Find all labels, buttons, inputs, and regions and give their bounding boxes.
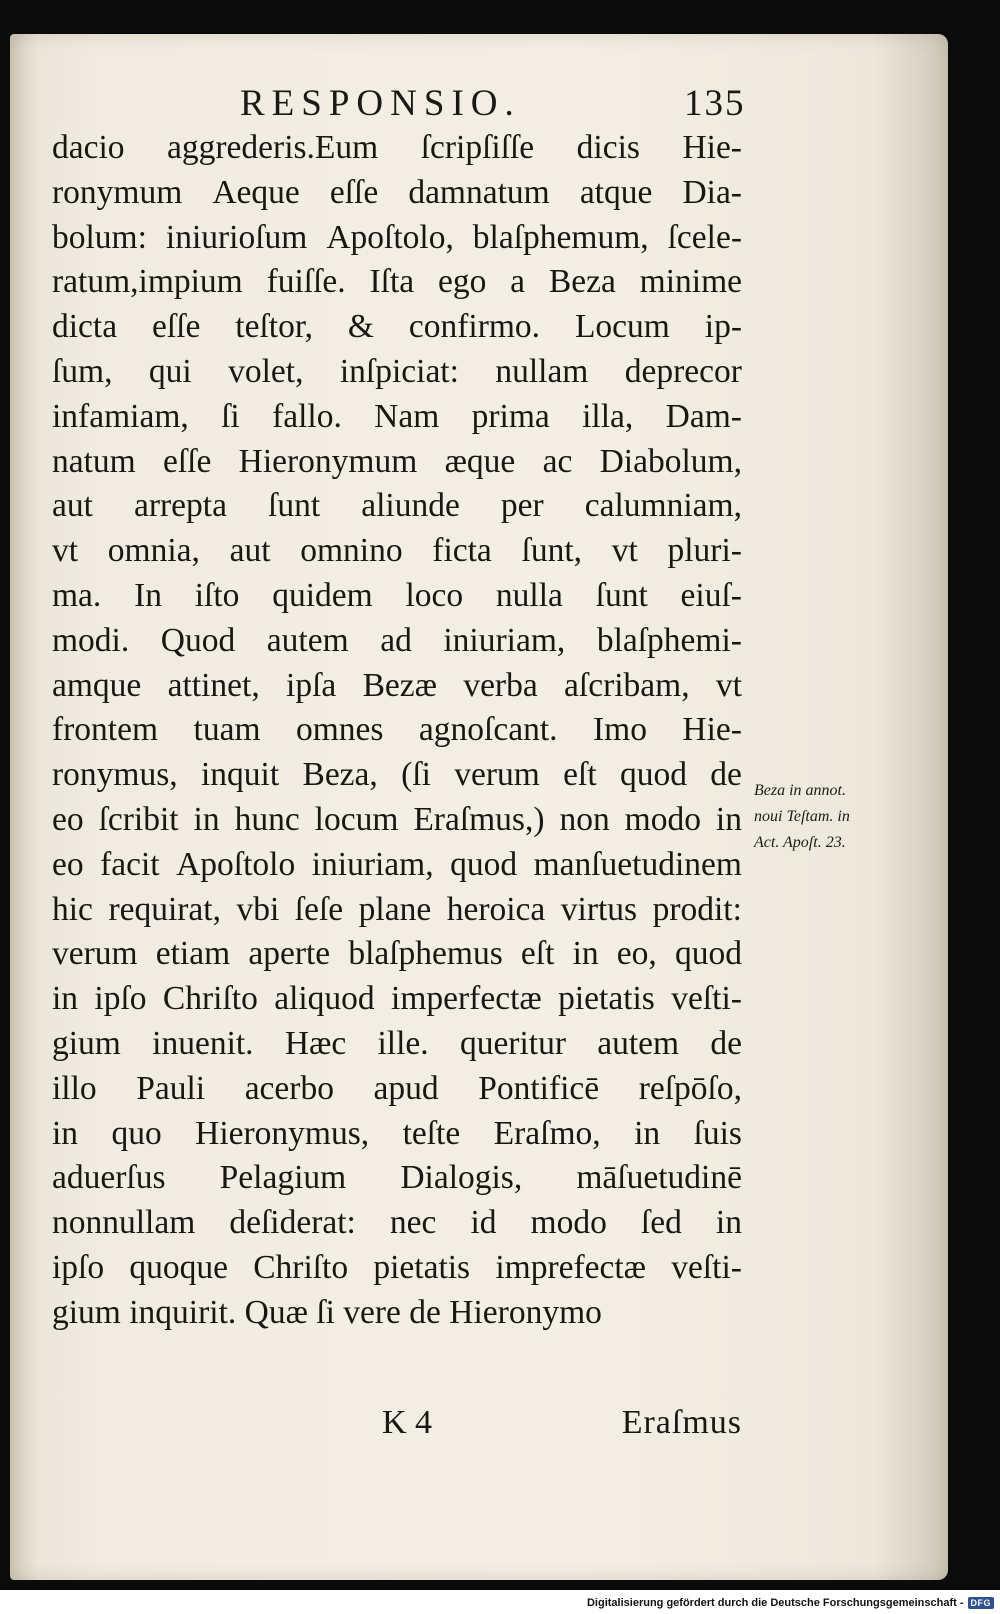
word: veſti-	[671, 980, 742, 1018]
word: Hieronymus,	[195, 1114, 370, 1152]
word: reſpōſo,	[638, 1069, 742, 1107]
word: eſſe	[163, 442, 212, 480]
word: ſunt	[595, 576, 648, 614]
word: attinet,	[167, 666, 260, 704]
word: Chriſto	[253, 1248, 349, 1286]
word: æque	[444, 442, 516, 480]
word: iſto	[194, 576, 240, 614]
text-line	[52, 1201, 742, 1246]
body-text	[52, 126, 742, 1336]
word: Beza	[548, 263, 616, 301]
word: aperte	[248, 935, 331, 973]
signature-mark: K 4	[382, 1404, 433, 1441]
word: imprefectæ	[495, 1248, 647, 1286]
book-page	[10, 34, 948, 1580]
word: nec	[389, 1204, 437, 1242]
word: blaſphemum,	[472, 218, 649, 256]
word: ſcripſiſſe	[420, 129, 535, 166]
word: aſcribam,	[564, 666, 690, 704]
word: iniuriam,	[311, 845, 434, 883]
word: eo,	[616, 935, 657, 973]
word: Pontificē	[478, 1069, 600, 1107]
word: hic	[52, 890, 93, 928]
word: autem	[266, 621, 349, 659]
text-line	[52, 126, 742, 171]
word: teſte	[402, 1114, 461, 1152]
word: verum	[454, 756, 540, 794]
word: Hie-	[682, 129, 742, 166]
word: inuenit.	[152, 1024, 254, 1062]
word: modi.	[52, 621, 130, 659]
word: queritur	[459, 1024, 566, 1062]
word: Dia-	[682, 173, 742, 211]
word: heroica	[446, 890, 546, 928]
word: ip-	[704, 308, 742, 346]
word: Dialogis,	[400, 1159, 523, 1197]
word: Hie-	[682, 711, 742, 749]
word: in	[572, 935, 599, 973]
word: aggrederis.Eum	[167, 129, 379, 166]
margin-note	[754, 778, 934, 856]
word: fuiſſe.	[266, 263, 346, 301]
word: ma.	[52, 576, 102, 614]
word: modo	[530, 1204, 607, 1242]
word: eo	[52, 845, 84, 883]
word: deprecor	[624, 352, 742, 390]
text-line	[52, 260, 742, 305]
word: iniuriam,	[443, 621, 566, 659]
word: in	[715, 800, 742, 838]
word: &	[347, 308, 374, 346]
word: de	[710, 756, 742, 794]
word: infamiam,	[52, 397, 189, 435]
word: dicta	[52, 308, 118, 346]
word: quod	[674, 935, 742, 973]
word: blaſphemus	[348, 935, 503, 973]
word: natum	[52, 442, 136, 480]
word: Apoſtolo	[176, 845, 296, 883]
word: omnia,	[107, 532, 200, 570]
text-line	[52, 1067, 742, 1112]
word: in	[52, 1114, 79, 1152]
word: Hieronymum	[238, 442, 418, 480]
word: ronymum	[52, 173, 183, 211]
word: inſpiciat:	[339, 352, 459, 390]
word: veſti-	[671, 1248, 742, 1286]
word: nonnullam	[52, 1204, 196, 1242]
text-line	[52, 574, 742, 619]
word: acerbo	[244, 1069, 334, 1107]
word: Bezæ	[362, 666, 437, 704]
text-line	[52, 798, 742, 843]
word: eſſe	[329, 173, 379, 211]
word: ſi	[221, 397, 240, 435]
word: verba	[463, 666, 538, 704]
word: nulla	[495, 576, 563, 614]
word: nullam	[495, 352, 589, 390]
word: non	[559, 800, 610, 838]
word: ad	[380, 621, 412, 659]
margin-note-line: noui Teſtam. in	[754, 808, 850, 825]
word: amque	[52, 666, 142, 704]
word: deſiderat:	[229, 1204, 356, 1242]
digitization-credit	[587, 1594, 994, 1612]
word: arrepta	[134, 487, 227, 525]
word: māſuetudinē	[576, 1159, 742, 1197]
text-line	[52, 664, 742, 709]
word: ac	[542, 442, 573, 480]
word: ſuis	[693, 1114, 742, 1152]
text-line	[52, 529, 742, 574]
text-line	[52, 1112, 742, 1157]
text-line	[52, 171, 742, 216]
credit-text: Digitalisierung gefördert durch die Deutsche Forschungsgemeinschaft -	[586, 1597, 964, 1609]
text-line	[52, 440, 742, 485]
word: pietatis	[373, 1248, 471, 1286]
word: Diabolum,	[599, 442, 742, 480]
word: aut	[52, 487, 93, 525]
running-head	[50, 82, 750, 128]
word: ille.	[377, 1024, 429, 1062]
word: modo	[624, 800, 701, 838]
word: vbi	[236, 890, 280, 928]
word: pluri-	[667, 532, 742, 570]
word: Aeque	[212, 173, 300, 211]
word: pietatis	[558, 980, 655, 1018]
word: omnes	[295, 711, 384, 749]
word: eo	[52, 800, 84, 838]
word: ſunt,	[521, 532, 583, 570]
word: atque	[579, 173, 653, 211]
word: in	[193, 800, 220, 838]
word: apud	[373, 1069, 439, 1107]
word: vt	[715, 666, 742, 704]
word: ſcele-	[667, 218, 742, 256]
word: eſt	[563, 756, 597, 794]
word: bolum:	[52, 218, 147, 256]
word: quo	[111, 1114, 162, 1152]
word: illo	[52, 1069, 97, 1107]
word: Dam-	[665, 397, 742, 435]
word: qui	[148, 352, 192, 390]
word: etiam	[155, 935, 231, 973]
word: eiuſ-	[680, 576, 742, 614]
word: iniurioſum	[165, 218, 308, 256]
text-line	[52, 977, 742, 1022]
word: ficta	[432, 532, 492, 570]
word: a	[510, 263, 526, 301]
word: loco	[405, 576, 464, 614]
text-line	[52, 305, 742, 350]
dfg-logo-icon: DFG	[968, 1597, 995, 1609]
text-line	[52, 1246, 742, 1291]
running-head-title: RESPONSIO.	[240, 83, 521, 124]
word: dicis	[576, 129, 640, 166]
word: eſt	[520, 935, 555, 973]
word: Apoſtolo,	[326, 218, 454, 256]
word: ego	[437, 263, 487, 301]
word: in	[634, 1114, 661, 1152]
word: frontem	[52, 711, 159, 749]
word: ſunt	[268, 487, 321, 525]
word: vt	[611, 532, 638, 570]
text-line	[52, 395, 742, 440]
text-line	[52, 753, 742, 798]
word: Eraſmus,)	[413, 800, 545, 838]
word: eſſe	[152, 308, 201, 346]
word: fallo.	[272, 397, 342, 435]
word: plane	[358, 890, 432, 928]
word: confirmo.	[408, 308, 541, 346]
text-line	[52, 484, 742, 529]
text-line	[52, 888, 742, 933]
word: ronymus,	[52, 756, 178, 794]
word: teſtor,	[235, 308, 314, 346]
word: aduerſus	[52, 1159, 166, 1197]
word: Pelagium	[219, 1159, 347, 1197]
word: Iſta	[369, 263, 415, 301]
text-line	[52, 619, 742, 664]
text-line	[52, 1022, 742, 1067]
word: aut	[229, 532, 271, 570]
word: inquit	[200, 756, 280, 794]
word: gium	[52, 1024, 121, 1062]
text-line	[52, 1156, 742, 1201]
word: de	[710, 1024, 742, 1062]
word: in	[715, 1204, 742, 1242]
word: Hæc	[284, 1024, 347, 1062]
word: Locum	[574, 308, 670, 346]
word: prodit:	[652, 890, 742, 928]
word: In	[134, 576, 162, 614]
margin-note-line: Act. Apoſt. 23.	[754, 834, 846, 851]
word: agnoſcant.	[418, 711, 558, 749]
word: aliunde	[361, 487, 460, 525]
word: quod	[619, 756, 687, 794]
page-number: 135	[684, 83, 746, 124]
word: blaſphemi-	[596, 621, 742, 659]
word: Imo	[592, 711, 647, 749]
word: quod	[450, 845, 518, 883]
word: prima	[471, 397, 550, 435]
word: minime	[639, 263, 742, 301]
text-line: gium inquirit. Quæ ſi vere de Hieronymo	[52, 1293, 602, 1331]
word: imperfectæ	[391, 980, 542, 1018]
word: Chriſto	[162, 980, 258, 1018]
word: in	[52, 980, 79, 1018]
word: ſum,	[52, 352, 113, 390]
word: Beza,	[302, 756, 378, 794]
word: ratum,impium	[52, 263, 243, 301]
word: quoque	[129, 1248, 228, 1286]
word: Pauli	[136, 1069, 206, 1107]
word: ſed	[640, 1204, 682, 1242]
word: autem	[597, 1024, 680, 1062]
word: ipſa	[286, 666, 337, 704]
word: omnino	[300, 532, 403, 570]
word: hunc	[234, 800, 300, 838]
text-line	[52, 350, 742, 395]
page-footer	[52, 1404, 742, 1450]
word: virtus	[560, 890, 638, 928]
word: per	[500, 487, 544, 525]
word: facit	[100, 845, 160, 883]
word: manſuetudinem	[533, 845, 742, 883]
word: ſeſe	[294, 890, 344, 928]
margin-note-line: Beza in annot.	[754, 782, 846, 799]
word: damnatum	[408, 173, 550, 211]
word: locum	[314, 800, 399, 838]
text-line	[52, 932, 742, 977]
word: (ſi	[401, 756, 431, 794]
word: aliquod	[274, 980, 375, 1018]
word: ſcribit	[98, 800, 179, 838]
word: tuam	[193, 711, 261, 749]
word: illa,	[582, 397, 634, 435]
word: Quod	[160, 621, 236, 659]
word: requirat,	[108, 890, 221, 928]
word: ipſo	[94, 980, 147, 1018]
text-line	[52, 708, 742, 753]
word: ipſo	[52, 1248, 105, 1286]
word: vt	[52, 532, 79, 570]
text-line	[52, 843, 742, 888]
word: dacio	[52, 129, 125, 166]
word: Eraſmo,	[493, 1114, 601, 1152]
word: quidem	[272, 576, 373, 614]
word: Nam	[374, 397, 440, 435]
text-line	[52, 216, 742, 261]
word: verum	[52, 935, 138, 973]
word: id	[470, 1204, 497, 1242]
word: calumniam,	[584, 487, 742, 525]
word: volet,	[228, 352, 304, 390]
catchword: Eraſmus	[621, 1404, 742, 1441]
